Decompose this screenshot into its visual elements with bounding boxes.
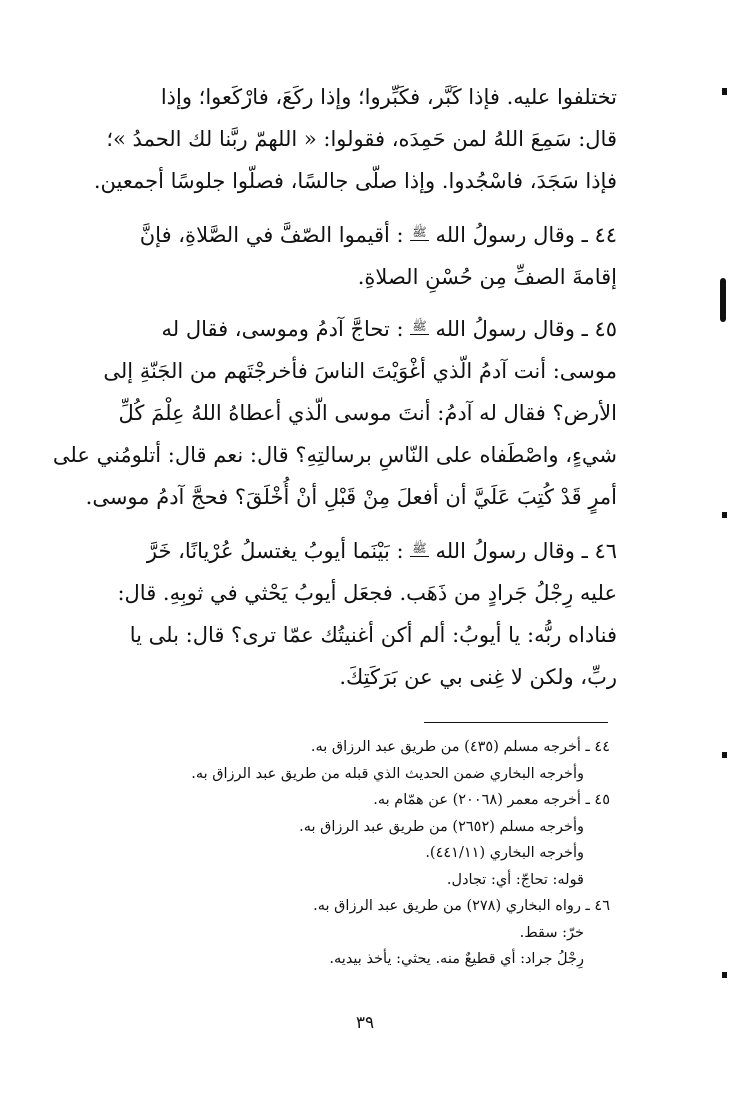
footnote-line: ٤٥ ـ أخرجه معمر (٢٠٠٦٨) عن همّام به. [373, 792, 610, 808]
hadith-46 [72, 530, 617, 698]
footnote-line: رِجْلُ جراد: أي قطيعٌ منه. يحثي: يأخذ بيديه. [329, 951, 584, 967]
hadith-44-intro: ٤٤ ـ وقال رسولُ الله [435, 223, 617, 247]
text-line: عليه رِجْلُ جَرادٍ من ذَهَب. فجعَل أيوبُ يَحْثي في ثوبِهِ. قال: [117, 581, 617, 605]
paragraph-continuation [72, 76, 617, 202]
text-line: فإذا سَجَدَ، فاسْجُدوا. وإذا صلّى جالسًا، فصلّوا جلوسًا أجمعين. [93, 169, 617, 193]
hadith-45-intro: ٤٥ ـ وقال رسولُ الله [435, 317, 617, 341]
footnote-line: وأخرجه البخاري (٤٤١/١١). [425, 845, 584, 861]
footnote-line: وأخرجه البخاري ضمن الحديث الذي قبله من طريق عبد الرزاق به. [191, 765, 584, 782]
scan-edge-mark [722, 972, 727, 978]
text-line: إقامةَ الصفِّ مِن حُسْنِ الصلاةِ. [357, 265, 617, 289]
pbuh-glyph: ﷺ [412, 541, 427, 555]
text-line: موسى: أنت آدمُ الّذي أغْوَيْتَ الناسَ فأخرجْتَهم من الجَنّةِ إلى [103, 359, 617, 383]
scan-edge-mark [720, 278, 726, 322]
text-line: ربِّ، ولكن لا غِنى بي عن بَرَكَتِكَ. [339, 665, 617, 689]
scan-edge-mark [722, 752, 727, 758]
hadith-44-text: : أقيموا الصّفَّ في الصَّلاةِ، فإنَّ [139, 223, 404, 247]
footnote-line: قوله: تحاجّ: أي: تجادل. [446, 871, 584, 888]
footnotes [130, 734, 610, 973]
footnote-line: خرّ: سقط. [519, 924, 584, 941]
hadith-46-intro: ٤٦ ـ وقال رسولُ الله [435, 539, 617, 563]
hadith-46-text: : بَيْنَما أيوبُ يغتسلُ عُرْيانًا، خَرَّ [146, 539, 404, 563]
pbuh-glyph: ﷺ [412, 225, 427, 239]
text-line: أمرٍ قَدْ كُتِبَ عَلَيَّ أن أفعلَ مِنْ قَبْلِ أنْ أُخْلَقَ؟ فحجَّ آدمُ موسى. [85, 485, 617, 509]
text-line [72, 530, 617, 572]
hadith-44 [72, 214, 617, 298]
text-line: الأرض؟ فقال له آدمُ: أنتَ موسى الّذي أعطاهُ اللهُ عِلْمَ كُلِّ [118, 401, 617, 425]
footnote-line: وأخرجه مسلم (٢٦٥٢) من طريق عبد الرزاق به. [299, 818, 584, 835]
text-line: تختلفوا عليه. فإذا كَبَّر، فكَبِّروا؛ وإذا ركَعَ، فارْكَعوا؛ وإذا [160, 85, 617, 109]
page-number: ٣٩ [355, 1013, 375, 1033]
footnote-divider [424, 722, 608, 723]
text-line: قال: سَمِعَ اللهُ لمن حَمِدَه، فقولوا: « اللهمّ ربَّنا لك الحمدُ »؛ [106, 127, 617, 151]
scan-edge-mark [722, 88, 727, 95]
hadith-45-text: : تحاجَّ آدمُ وموسى، فقال له [161, 317, 404, 341]
text-line: شيءٍ، واصْطَفاه على النّاسِ برسالتِهِ؟ قال: نعم قال: أتلومُني على [52, 443, 617, 467]
footnote-line: ٤٦ ـ رواه البخاري (٢٧٨) من طريق عبد الرزاق به. [313, 898, 610, 914]
footnote-line: ٤٤ ـ أخرجه مسلم (٤٣٥) من طريق عبد الرزاق به. [310, 739, 610, 755]
hadith-45 [52, 308, 617, 518]
text-line [72, 214, 617, 256]
pbuh-glyph: ﷺ [412, 319, 427, 333]
scan-edge-mark [722, 512, 727, 518]
text-line: فناداه ربُّه: يا أيوبُ: ألم أكن أغنيتُك عمّا ترى؟ قال: بلى يا [129, 623, 617, 647]
text-line [72, 308, 617, 350]
